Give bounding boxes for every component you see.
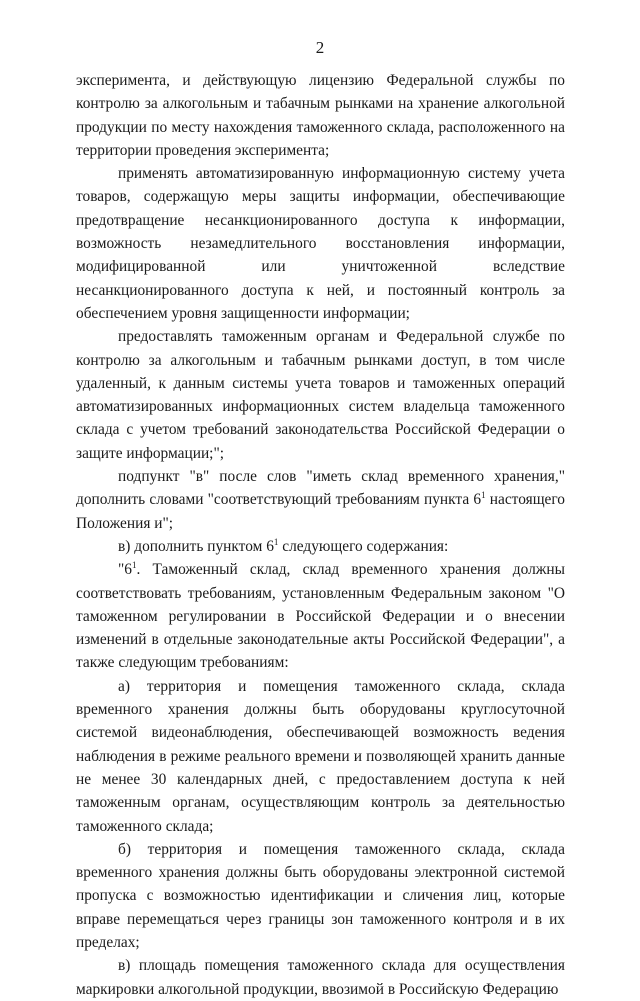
paragraph: применять автоматизированную информационную систему учета товаров, содержащую меры защиты информации, обеспечивающие предотвращение несанкционированного доступа к информации, возможность незамедлительного восстановления информации, модифицированной или уничтоженной вследствие несанкционированного доступа к ней, и постоянный контроль за обеспечением уровня защищенности информации; [76, 165, 565, 322]
superscript: 1 [481, 490, 486, 501]
superscript: 1 [131, 560, 137, 571]
paragraph: предоставлять таможенным органам и Федеральной службе по контролю за алкогольным и табачным рынками доступ, в том числе удаленный, к данным системы учета товаров и таможенных операций автоматизированных информационных систем владельца таможенного склада с учетом требований законодательства Российской Федерации о защите информации;"; [76, 328, 565, 462]
paragraph: подпункт "в" после слов "иметь склад временного хранения," дополнить словами "соответствующий требованиям пункта $6^1$ настоящего Положения и"; [76, 468, 565, 532]
paragraph: "$6^1$. Таможенный склад, склад временного хранения должны соответствовать требованиям, установленным Федеральным законом "О таможенном регулировании в Российской Федерации и о внесении изменений в отдельные законодательные акты Российской Федерации", а также следующим требованиям: [76, 560, 565, 672]
document-body [76, 69, 565, 1001]
paragraph: а) территория и помещения таможенного склада, склада временного хранения должны быть оборудованы круглосуточной системой видеонаблюдения, обеспечивающей возможность ведения наблюдения в режиме реального времени и позволяющей хранить данные не менее 30 календарных дней, с предоставлением доступа к ней таможенным органам, осуществляющим контроль за деятельностью таможенного склада; [76, 677, 565, 835]
paragraph: в) площадь помещения таможенного склада для осуществления маркировки алкогольной продукции, ввозимой в Российскую Федерацию [76, 957, 565, 998]
page-number: 2 [315, 38, 325, 57]
paragraph: эксперимента, и действующую лицензию Федеральной службы по контролю за алкогольным и табачным рынками на хранение алкогольной продукции по месту нахождения таможенного склада, расположенного на территории проведения эксперимента; [76, 72, 565, 159]
paragraph: в) дополнить пунктом $6^1$ следующего содержания: [118, 536, 449, 555]
superscript: 1 [273, 536, 279, 547]
paragraph: б) территория и помещения таможенного склада, склада временного хранения должны быть оборудованы электронной системой пропуска с возможностью идентификации и сличения лиц, которые вправе перемещаться через границы зон таможенного контроля и в их пределах; [76, 840, 565, 951]
